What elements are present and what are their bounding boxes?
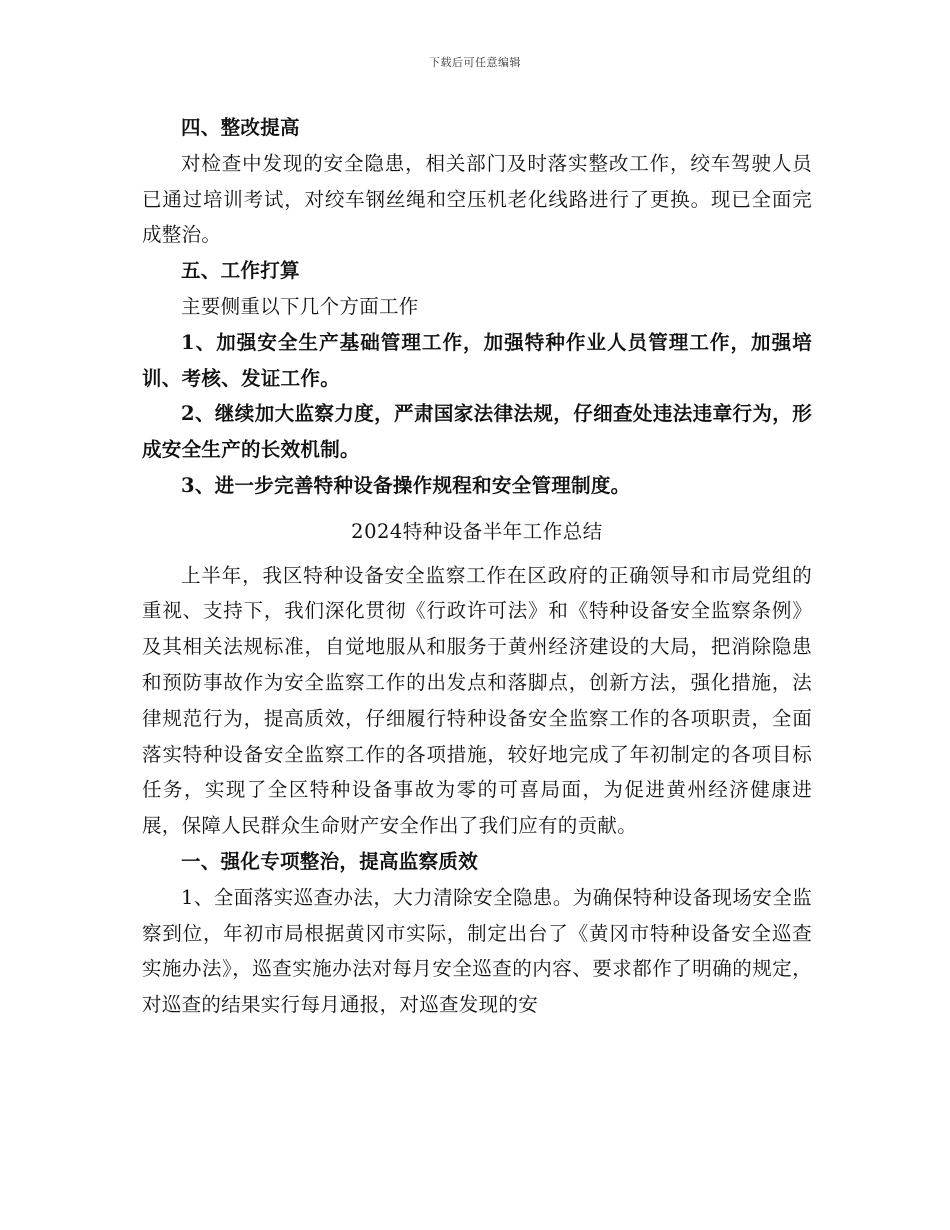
section-heading-work-plan: 五、工作打算 bbox=[181, 259, 300, 283]
section-heading-rectification: 四、整改提高 bbox=[181, 116, 300, 139]
document-title: 2024特种设备半年工作总结 bbox=[351, 519, 603, 543]
paragraph-inspection-measures: 1、全面落实巡查办法，大力清除安全隐患。为确保特种设备现场安全监察到位，年初市局根据黄冈市实际，制定出台了《黄冈市特种设备安全巡查实施办法》，巡查实施办法对每月安全巡查的内容、要求都作了明确的规定，对巡查的结果实行每月通报，对巡查发现的安 bbox=[142, 885, 812, 1017]
document-body bbox=[142, 110, 812, 1023]
paragraph-summary: 上半年，我区特种设备安全监察工作在区政府的正确领导和市局党组的重视、支持下，我们深化贯彻《行政许可法》和《特种设备安全监察条例》及其相关法规标准，自觉地服从和服务于黄州经济建设的大局，把消除隐患和预防事故作为安全监察工作的出发点和落脚点，创新方法，强化措施，法律规范行为，提高质效，仔细履行特种设备安全监察工作的各项职责，全面落实特种设备安全监察工作的各项措施，较好地完成了年初制定的各项目标任务，实现了全区特种设备事故为零的可喜局面，为促进黄州经济健康进展，保障人民群众生命财产安全作出了我们应有的贡献。 bbox=[142, 563, 812, 838]
page-header: 下载后可任意编辑 bbox=[429, 56, 521, 69]
section-heading-special-rectification: 一、强化专项整治，提高监察质效 bbox=[181, 849, 479, 873]
paragraph-work-plan-intro: 主要侧重以下几个方面工作 bbox=[181, 294, 419, 318]
paragraph-rectification: 对检查中发现的安全隐患，相关部门及时落实整改工作，绞车驾驶人员已通过培训考试，对绞车钢丝绳和空压机老化线路进行了更换。现已全面完成整治。 bbox=[142, 151, 812, 247]
work-plan-item-2: 2、继续加大监察力度，严肃国家法律法规，仔细查处违法违章行为，形成安全生产的长效机制。 bbox=[142, 402, 812, 462]
work-plan-item-1: 1、加强安全生产基础管理工作，加强特种作业人员管理工作，加强培训、考核、发证工作。 bbox=[142, 330, 812, 390]
work-plan-item-3: 3、进一步完善特种设备操作规程和安全管理制度。 bbox=[181, 473, 631, 497]
